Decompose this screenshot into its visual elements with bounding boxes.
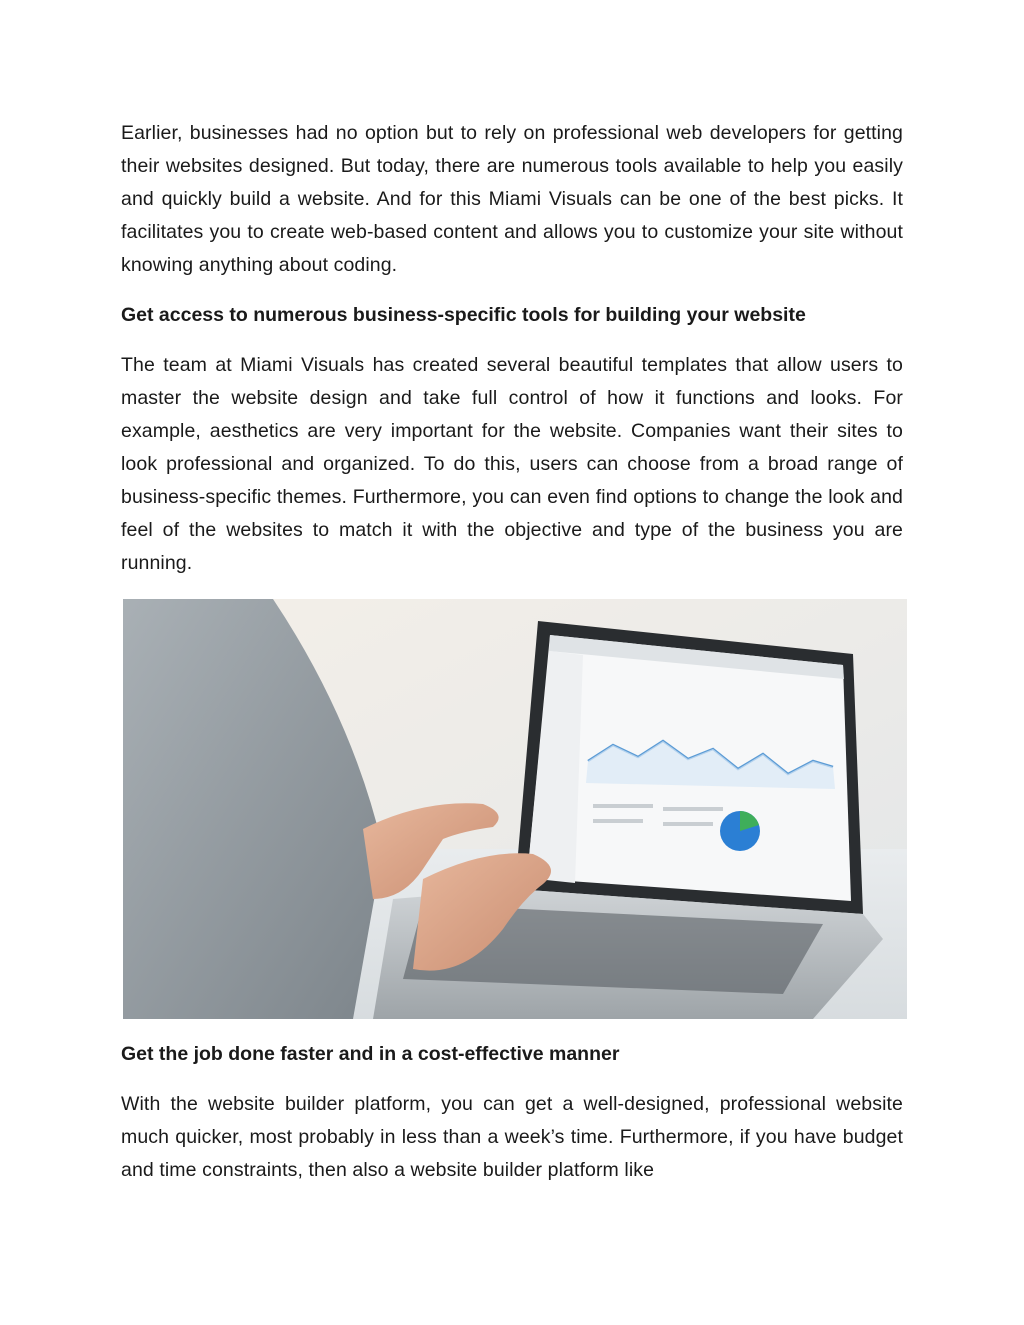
laptop-illustration — [123, 599, 907, 1019]
laptop-photo — [123, 599, 907, 1019]
faster-paragraph: With the website builder platform, you can get a well-designed, professional website much quicker, most probably in less than a week’s time. Furthermore, if you have budget and time constraints, then also a website builder platform like — [121, 1093, 903, 1181]
section-heading-tools: Get access to numerous business-specific tools for building your website — [121, 304, 806, 326]
section-heading-faster: Get the job done faster and in a cost-effective manner — [121, 1043, 620, 1065]
article-body — [121, 117, 903, 580]
intro-paragraph: Earlier, businesses had no option but to rely on professional web developers for getting their websites designed. But today, there are numerous tools available to help you easily and quickly build a website. And for this Miami Visuals can be one of the best picks. It facilitates you to create web-based content and allows you to customize your site without knowing anything about coding. — [121, 122, 903, 276]
templates-paragraph: The team at Miami Visuals has created several beautiful templates that allow users to master the website design and take full control of how it functions and looks. For example, aesthetics are very important for the website. Companies want their sites to look professional and organized. To do this, users can choose from a broad range of business-specific themes. Furthermore, you can even find options to change the look and feel of the websites to match it with the objective and type of the business you are running. — [121, 354, 903, 574]
